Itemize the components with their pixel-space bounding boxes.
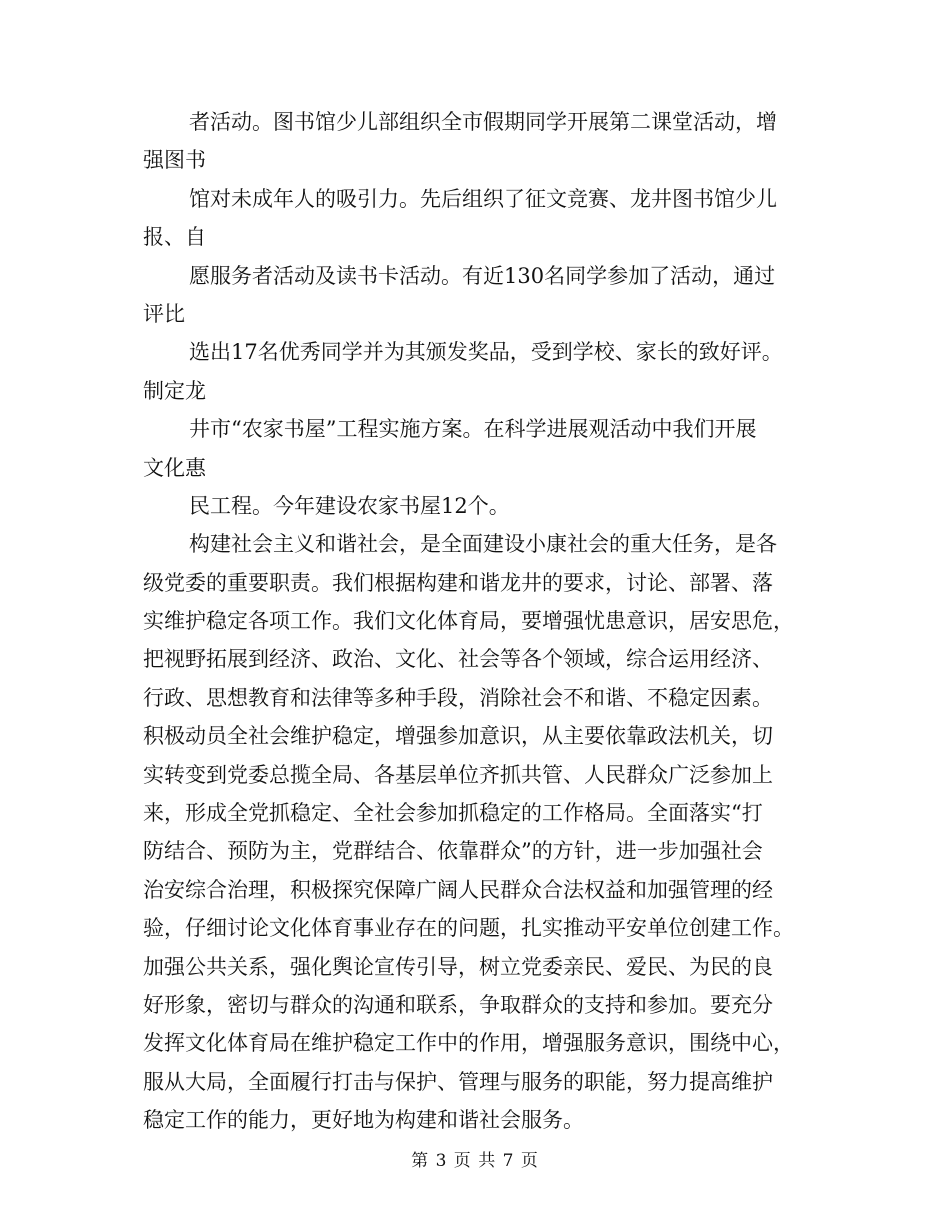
text-line: 服从大局，全面履行打击与保护、管理与服务的职能，努力提高维护 — [143, 1069, 773, 1094]
text-line: 验，仔细讨论文化体育事业存在的问题，扎实推动平安单位创建工作。 — [143, 916, 794, 941]
text-line: 行政、思想教育和法律等多种手段，消除社会不和谐、不稳定因素。 — [143, 685, 773, 710]
text-line: 民工程。今年建设农家书屋12个。 — [189, 493, 510, 518]
text-line: 者活动。图书馆少儿部组织全市假期同学开展第二课堂活动，增 — [189, 110, 777, 134]
text-line: 井市“农家书屋”工程实施方案。在科学进展观活动中我们开展 — [189, 417, 757, 442]
text-line: 防结合、预防为主，党群结合、依靠群众”的方针，进一步加强社会 — [143, 839, 763, 864]
text-line: 文化惠 — [143, 455, 206, 480]
page-number-footer: 第 3 页 共 7 页 — [411, 1151, 539, 1171]
text-line: 实转变到党委总揽全局、各基层单位齐抓共管、人民群众广泛参加上 — [143, 762, 773, 787]
text-line: 级党委的重要职责。我们根据构建和谐龙井的要求，讨论、部署、落 — [143, 570, 773, 595]
text-line: 好形象，密切与群众的沟通和联系，争取群众的支持和参加。要充分 — [143, 992, 773, 1017]
text-line: 把视野拓展到经济、政治、文化、社会等各个领域，综合运用经济、 — [143, 647, 773, 672]
text-line: 来，形成全党抓稳定、全社会参加抓稳定的工作格局。全面落实“打 — [143, 801, 763, 826]
text-line: 报、自 — [143, 225, 206, 250]
text-line: 治安综合治理，积极探究保障广阔人民群众合法权益和加强管理的经 — [143, 877, 773, 902]
text-line: 发挥文化体育局在维护稳定工作中的作用，增强服务意识，围绕中心， — [143, 1031, 794, 1056]
text-line: 愿服务者活动及读书卡活动。有近130名同学参加了活动，通过 — [189, 263, 776, 288]
text-line: 实维护稳定各项工作。我们文化体育局，要增强忧患意识，居安思危， — [143, 609, 794, 634]
text-line: 加强公共关系，强化舆论宣传引导，树立党委亲民、爱民、为民的良 — [143, 954, 773, 979]
body-text — [143, 103, 808, 1140]
text-line: 选出17名优秀同学并为其颁发奖品，受到学校、家长的致好评。 — [189, 340, 783, 365]
text-line: 强图书 — [143, 148, 206, 173]
text-line: 积极动员全社会维护稳定，增强参加意识，从主要依靠政法机关，切 — [143, 724, 773, 749]
text-line: 评比 — [143, 301, 185, 326]
text-line: 制定龙 — [143, 378, 206, 403]
text-line: 馆对未成年人的吸引力。先后组织了征文竞赛、龙井图书馆少儿 — [189, 186, 777, 211]
text-line: 稳定工作的能力，更好地为构建和谐社会服务。 — [143, 1108, 584, 1133]
text-line: 构建社会主义和谐社会，是全面建设小康社会的重大任务，是各 — [189, 532, 777, 557]
